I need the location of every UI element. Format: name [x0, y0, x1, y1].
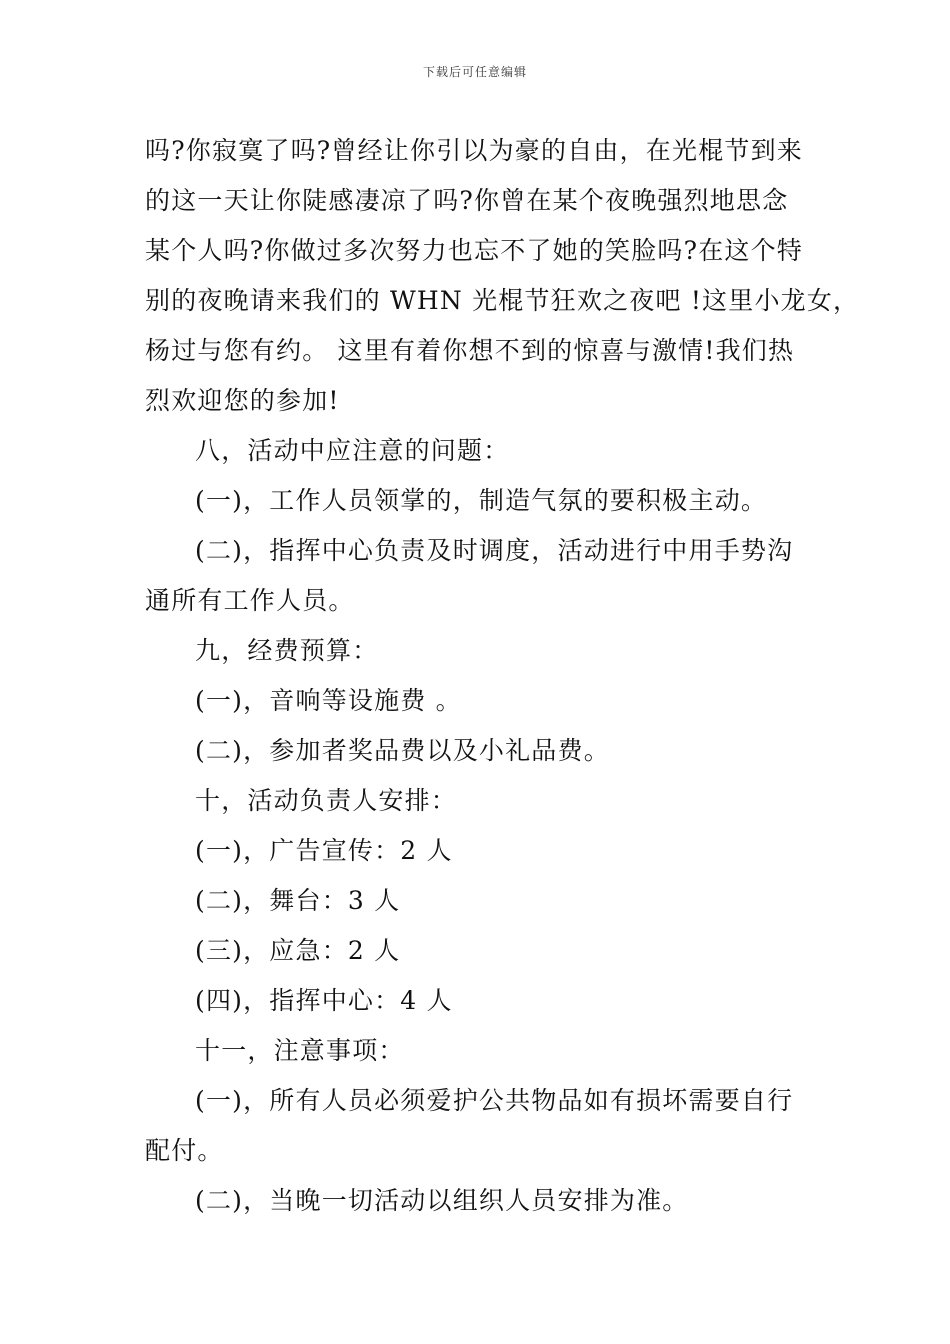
page-header: 下载后可任意编辑 — [422, 65, 527, 79]
section-heading-11 — [145, 1026, 810, 1076]
text-line: (二)，指挥中心负责及时调度，活动进行中用手势沟 — [195, 536, 794, 565]
section-heading-8 — [145, 426, 810, 476]
list-item — [145, 1076, 810, 1176]
body-paragraph — [145, 126, 860, 426]
text-line: (一)，音响等设施费 。 — [195, 686, 462, 715]
text-line: 十，活动负责人安排： — [195, 786, 458, 815]
text-line: (一)，广告宣传：2 人 — [195, 836, 453, 865]
section-heading-9 — [145, 626, 810, 676]
list-item — [145, 476, 810, 526]
text-line: (二)，舞台：3 人 — [195, 886, 401, 915]
text-line: 十一，注意事项： — [195, 1036, 405, 1065]
list-item — [145, 526, 810, 626]
text-line: 通所有工作人员。 — [145, 586, 355, 615]
list-item — [145, 1176, 810, 1226]
list-item — [145, 926, 810, 976]
text-line: (二)，参加者奖品费以及小礼品费。 — [195, 736, 610, 765]
text-line: (四)，指挥中心：4 人 — [195, 986, 453, 1015]
text-line: 吗?你寂寞了吗?曾经让你引以为豪的自由，在光棍节到来 — [145, 136, 804, 165]
section-heading-10 — [145, 776, 810, 826]
text-line: 九，经费预算： — [195, 636, 379, 665]
list-item — [145, 826, 810, 876]
document-body — [145, 126, 860, 1226]
list-item — [145, 976, 810, 1026]
text-line: (一)，工作人员领掌的，制造气氛的要积极主动。 — [195, 486, 768, 515]
list-item — [145, 676, 810, 726]
text-line: 别的夜晚请来我们的 WHN 光棍节狂欢之夜吧 !这里小龙女， — [145, 286, 860, 315]
text-line: 某个人吗?你做过多次努力也忘不了她的笑脸吗?在这个特 — [145, 236, 804, 265]
text-line: 杨过与您有约。 这里有着你想不到的惊喜与激情!我们热 — [145, 336, 795, 365]
text-line: (二)，当晚一切活动以组织人员安排为准。 — [195, 1186, 689, 1215]
list-item — [145, 876, 810, 926]
text-line: 烈欢迎您的参加! — [145, 386, 340, 415]
text-line: 的这一天让你陡感凄凉了吗?你曾在某个夜晚强烈地思念 — [145, 186, 789, 215]
text-line: 配付。 — [145, 1136, 224, 1165]
text-line: (一)，所有人员必须爱护公共物品如有损坏需要自行 — [195, 1086, 794, 1115]
list-item — [145, 726, 810, 776]
text-line: 八，活动中应注意的问题： — [195, 436, 510, 465]
text-line: (三)，应急：2 人 — [195, 936, 401, 965]
